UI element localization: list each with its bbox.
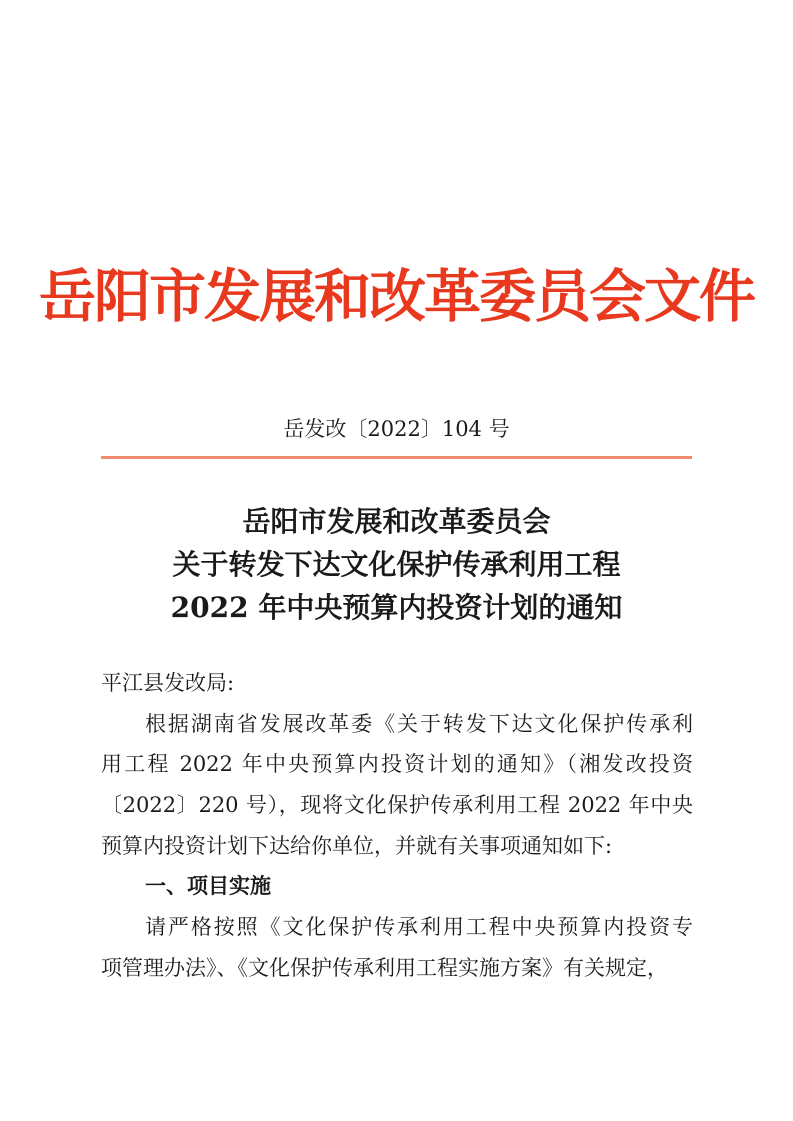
title-line-2: 关于转发下达文化保护传承利用工程 (172, 548, 621, 581)
paragraph-1-line-2: 用工程 2022 年中央预算内投资计划的通知》（湘发改投资 (101, 752, 693, 777)
document-number: 岳发改〔2022〕104 号 (283, 417, 510, 441)
red-divider-line (101, 456, 692, 459)
document-title (0, 500, 793, 629)
paragraph-1-line-4: 预算内投资计划下达给你单位，并就有关事项通知如下: (101, 833, 613, 858)
issuing-authority-header: 岳阳市发展和改革委员会文件 (39, 264, 754, 330)
paragraph-1-line-3: 〔2022〕220 号），现将文化保护传承利用工程 2022 年中央 (101, 793, 693, 818)
paragraph-1-line-1: 根据湖南省发展改革委《关于转发下达文化保护传承利 (145, 711, 693, 736)
title-line-3: 2022 年中央预算内投资计划的通知 (170, 591, 623, 624)
paragraph-2-line-2: 项管理办法》、《文化保护传承利用工程实施方案》有关规定， (101, 955, 668, 980)
section-1-heading: 一、项目实施 (145, 874, 271, 899)
title-line-1: 岳阳市发展和改革委员会 (242, 505, 551, 538)
document-body (101, 663, 693, 989)
paragraph-2-line-1: 请严格按照《文化保护传承利用工程中央预算内投资专 (145, 915, 693, 940)
salutation: 平江县发改局: (101, 671, 235, 695)
